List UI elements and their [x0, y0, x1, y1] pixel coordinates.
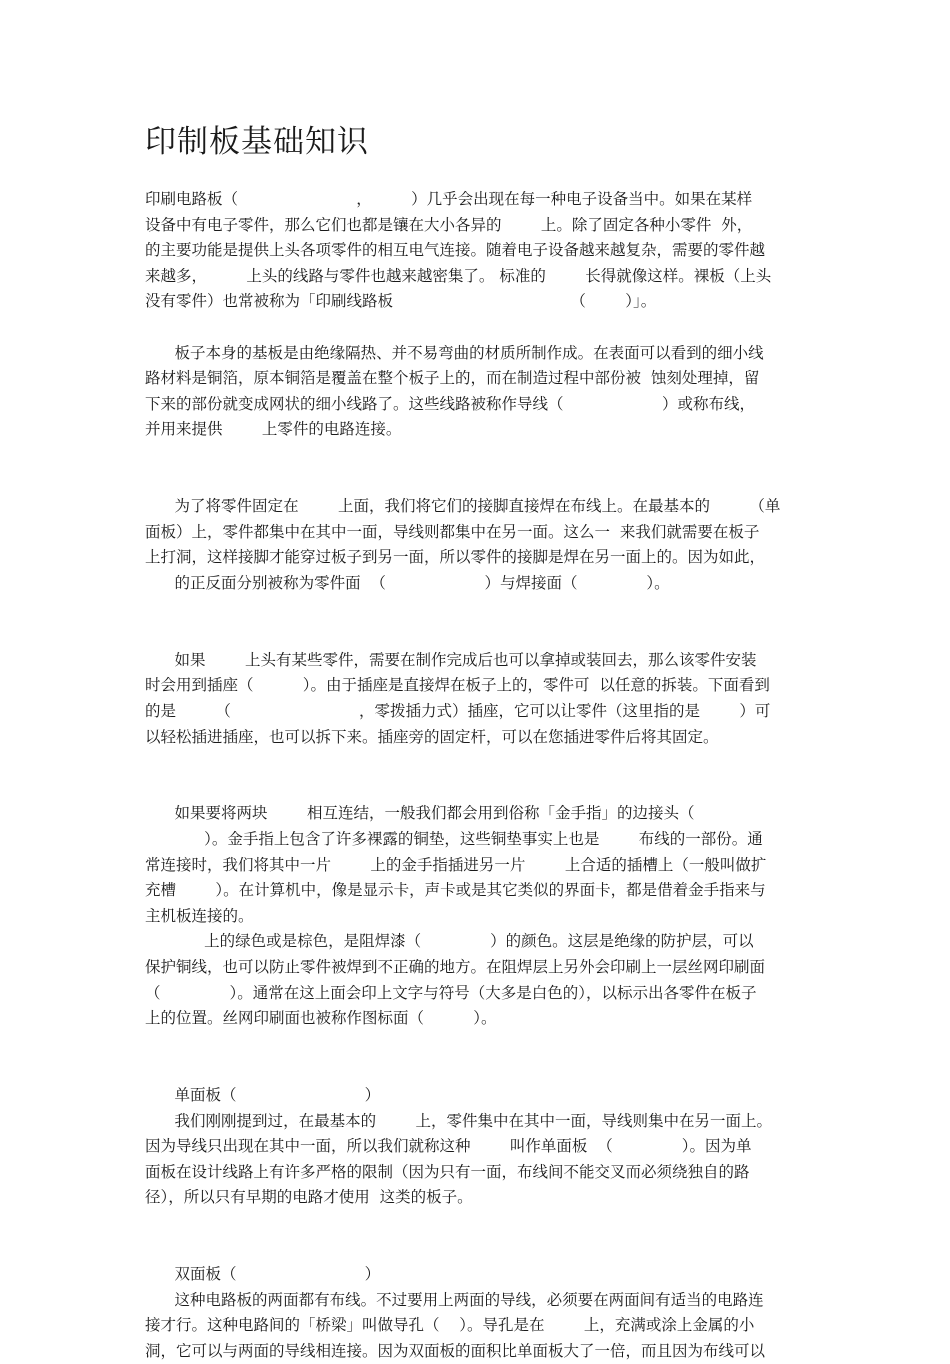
text-line	[145, 1031, 810, 1057]
text-line: 双面板（ ）	[145, 1265, 381, 1284]
text-line: 洞，它可以与两面的导线相连接。因为双面板的面积比单面板大了一倍，而且因为布线可以	[145, 1342, 766, 1360]
text-line	[145, 621, 810, 647]
text-line: 面板在设计线路上有许多严格的限制（因为只有一面，布线间不能交叉而必须绕独自的路	[145, 1162, 750, 1181]
text-line	[145, 775, 810, 801]
text-line: 因为导线只出现在其中一面，所以我们就称这种 叫作单面板 （ ）。因为单	[145, 1137, 752, 1156]
text-line	[145, 1210, 810, 1236]
text-line: 下来的部份就变成网状的细小线路了。这些线路被称作导线（ ）或称布线，	[145, 394, 756, 413]
text-line: 设备中有电子零件，那么它们也都是镶在大小各异的 上。除了固定各种小零件 外，	[145, 215, 753, 234]
text-line: 接才行。这种电路间的「桥梁」叫做导孔（ ）。导孔是在 上，充满或涂上金属的小	[145, 1316, 755, 1335]
text-line: 如果 上头有某些零件，需要在制作完成后也可以拿掉或装回去，那么该零件安装	[145, 650, 757, 669]
text-line: 为了将零件固定在 上面，我们将它们的接脚直接焊在布线上。在最基本的 （单	[145, 497, 781, 516]
text-line: 充槽 ）。在计算机中，像是显示卡，声卡或是其它类似的界面卡，都是借着金手指来与	[145, 881, 766, 900]
text-line: （ ）。通常在这上面会印上文字与符号（大多是白色的），以标示出各零件在板子	[145, 983, 757, 1002]
text-line: 以轻松插进插座，也可以拆下来。插座旁的固定杆，可以在您插进零件后将其固定。	[145, 727, 719, 746]
text-line: 如果要将两块 相互连结，一般我们都会用到俗称「金手指」的边接头（	[145, 804, 695, 823]
text-line: ）。金手指上包含了许多裸露的铜垫，这些铜垫事实上也是 布线的一部份。通	[145, 830, 763, 848]
text-line: 主机板连接的。	[145, 906, 254, 925]
text-line: 我们刚刚提到过，在最基本的 上，零件集中在其中一面，导线则集中在另一面上。	[145, 1111, 772, 1130]
text-line: 上的绿色或是棕色，是阻焊漆（ ）的颜色。这层是绝缘的防护层，可以	[145, 932, 754, 951]
text-line: 面板）上，零件都集中在其中一面，导线则都集中在另一面。这么一 来我们就需要在板子	[145, 522, 760, 541]
text-line	[145, 314, 810, 340]
text-line	[145, 749, 810, 775]
text-line: 板子本身的基板是由绝缘隔热、并不易弯曲的材质所制作成。在表面可以看到的细小线	[145, 343, 764, 362]
text-line	[145, 596, 810, 622]
text-line	[145, 468, 810, 494]
text-line: 上的位置。丝网印刷面也被称作图标面（ ）。	[145, 1009, 497, 1028]
text-line: 常连接时，我们将其中一片 上的金手指插进另一片 上合适的插槽上（一般叫做扩	[145, 855, 767, 874]
text-line: 时会用到插座（ ）。由于插座是直接焊在板子上的，零件可 以任意的拆装。下面看到	[145, 676, 770, 695]
text-line: 没有零件）也常被称为「印刷线路板 （ ）」。	[145, 292, 657, 311]
text-line: 印刷电路板（ ， ）几乎会出现在每一种电子设备当中。如果在某样	[145, 190, 753, 208]
text-line: 上打洞，这样接脚才能穿过板子到另一面，所以零件的接脚是焊在另一面上的。因为如此，	[145, 548, 766, 567]
text-line	[145, 442, 810, 468]
page-title: 印制板基础知识	[145, 124, 369, 160]
text-line: 径），所以只有早期的电路才使用 这类的板子。	[145, 1188, 473, 1207]
text-line	[145, 1236, 810, 1262]
text-line: 来越多， 上头的线路与零件也越来越密集了。 标准的 长得就像这样。裸板（上头	[145, 266, 772, 285]
text-line: 并用来提供 上零件的电路连接。	[145, 420, 402, 439]
text-line	[145, 1056, 810, 1082]
text-line: 保护铜线，也可以防止零件被焊到不正确的地方。在阻焊层上另外会印刷上一层丝网印刷面	[145, 958, 766, 976]
text-line: 路材料是铜箔，原本铜箔是覆盖在整个板子上的，而在制造过程中部份被 蚀刻处理掉，留	[145, 369, 760, 388]
text-line: 的是 （ ，零拨插力式）插座，它可以让零件（这里指的是 ）可	[145, 702, 771, 720]
text-line: 的主要功能是提供上头各项零件的相互电气连接。随着电子设备越来越复杂，需要的零件越	[145, 241, 766, 260]
text-line: 单面板（ ）	[145, 1086, 381, 1104]
text-line: 这种电路板的两面都有布线。不过要用上两面的导线，必须要在两面间有适当的电路连	[145, 1290, 764, 1309]
text-line: 的正反面分别被称为零件面 （ ）与焊接面（ ）。	[145, 574, 670, 592]
